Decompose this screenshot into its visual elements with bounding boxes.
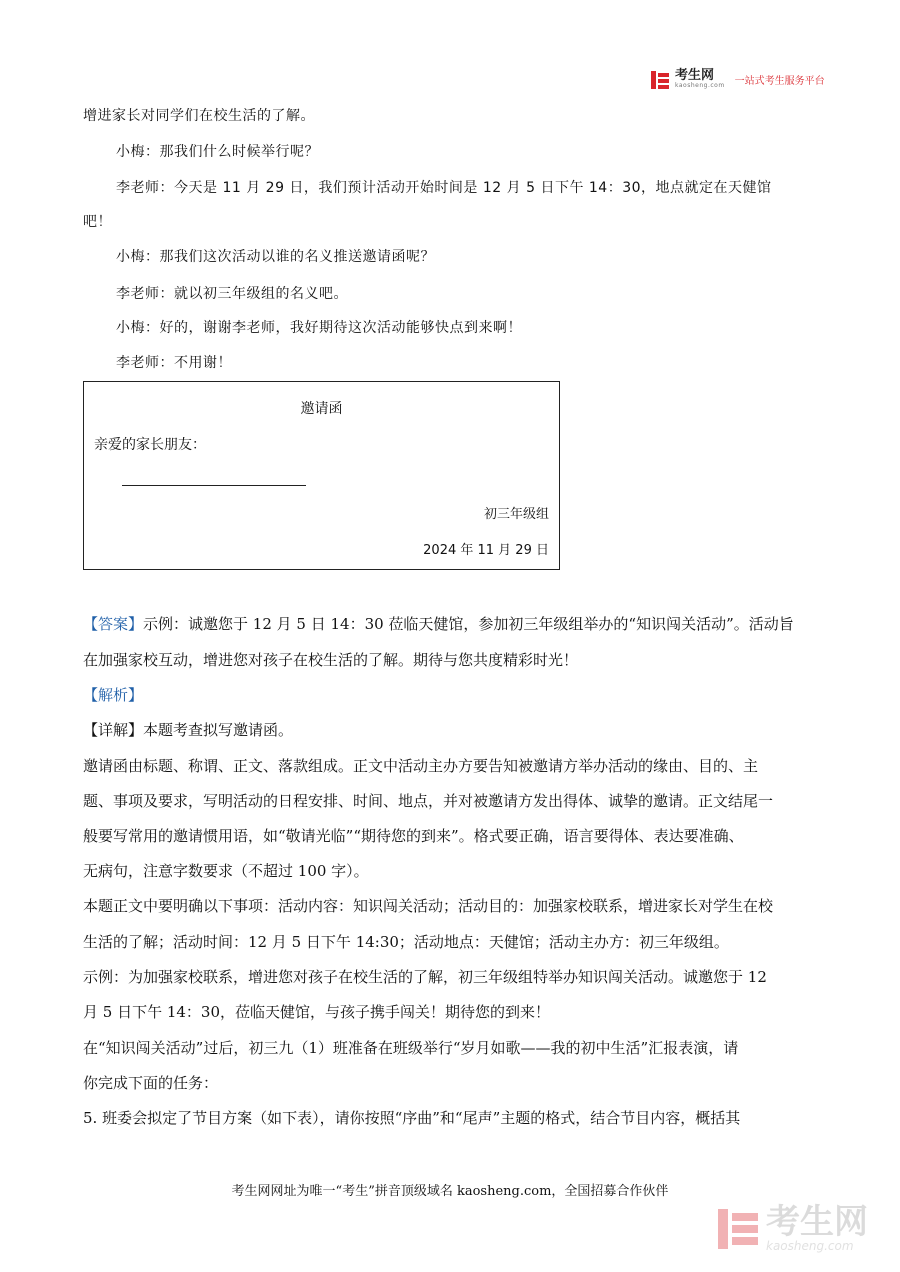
watermark-wordmark xyxy=(766,1202,868,1253)
analysis-tag: 【解析】 xyxy=(83,686,144,704)
detail-text: 本题考查拟写邀请函。 xyxy=(143,721,294,739)
invitation-date: 2024 年 11 月 29 日 xyxy=(423,543,549,558)
analysis-line: 无病句，注意字数要求（不超过 100 字）。 xyxy=(83,862,369,880)
header-logo xyxy=(651,70,825,89)
answer-line: 在加强家校互动，增进您对孩子在校生活的了解。期待与您共度精彩时光！ xyxy=(83,651,579,669)
dialogue-line: 李老师：今天是 11 月 29 日，我们预计活动开始时间是 12 月 5 日下午 14：30，地点就定在天健馆 xyxy=(116,180,772,196)
invitation-signer: 初三年级组 xyxy=(483,507,549,522)
analysis-line: 你完成下面的任务： xyxy=(83,1074,219,1092)
invitation-blank-line xyxy=(122,485,306,486)
kaosheng-logo-icon xyxy=(651,71,669,89)
logo-name: 考生网 xyxy=(675,68,715,83)
dialogue-line: 吧！ xyxy=(83,214,112,230)
invitation-box xyxy=(83,381,560,570)
dialogue-line: 小梅：好的，谢谢李老师，我好期待这次活动能够快点到来啊！ xyxy=(116,320,522,336)
invitation-greeting: 亲爱的家长朋友： xyxy=(94,437,206,453)
dialogue-line: 李老师：不用谢！ xyxy=(116,355,232,371)
analysis-line: 在“知识闯关活动”过后，初三九（1）班准备在班级举行“岁月如歌——我的初中生活”汇报表演，请 xyxy=(83,1039,739,1057)
watermark-logo-icon xyxy=(718,1209,758,1249)
answer-line xyxy=(83,614,794,634)
analysis-line: 本题正文中要明确以下事项：活动内容：知识闯关活动；活动目的：加强家校联系，增进家长对学生在校 xyxy=(83,897,774,915)
analysis-line: 生活的了解；活动时间：12 月 5 日下午 14:30；活动地点：天健馆；活动主办方：初三年级组。 xyxy=(83,933,729,951)
page-footer: 考生网网址为唯一“考生”拼音顶级域名 kaosheng.com，全国招募合作伙伴 xyxy=(231,1184,669,1199)
dialogue-line: 小梅：那我们这次活动以谁的名义推送邀请函呢？ xyxy=(116,249,435,265)
watermark-domain: kaosheng.com xyxy=(766,1239,854,1253)
logo-wordmark xyxy=(675,70,725,89)
analysis-line: 题、事项及要求，写明活动的日程安排、时间、地点，并对被邀请方发出得体、诚挚的邀请。正文结尾一 xyxy=(83,792,774,810)
detail-line xyxy=(83,720,293,740)
logo-slogan: 一站式考生服务平台 xyxy=(734,76,825,87)
watermark xyxy=(718,1202,868,1253)
answer-text: 示例：诚邀您于 12 月 5 日 14：30 莅临天健馆，参加初三年级组举办的“知识闯关活动”。活动旨 xyxy=(143,615,794,633)
analysis-line: 5. 班委会拟定了节目方案（如下表），请你按照“序曲”和“尾声”主题的格式，结合节目内容，概括其 xyxy=(83,1109,741,1127)
dialogue-line: 小梅：那我们什么时候举行呢？ xyxy=(116,144,319,160)
answer-tag: 【答案】 xyxy=(83,615,144,633)
watermark-name: 考生网 xyxy=(766,1202,868,1242)
analysis-line: 般要写常用的邀请惯用语，如“敬请光临”“期待您的到来”。格式要正确，语言要得体、表达要准确、 xyxy=(83,827,744,845)
analysis-line: 月 5 日下午 14：30，莅临天健馆，与孩子携手闯关！期待您的到来！ xyxy=(83,1003,551,1021)
detail-tag: 【详解】 xyxy=(83,721,144,739)
logo-domain: kaosheng.com xyxy=(675,82,725,89)
analysis-line: 示例：为加强家校联系，增进您对孩子在校生活的了解，初三年级组特举办知识闯关活动。诚邀您于 12 xyxy=(83,968,767,986)
invitation-title: 邀请函 xyxy=(300,401,343,417)
dialogue-line: 李老师：就以初三年级组的名义吧。 xyxy=(116,286,348,302)
dialogue-line: 增进家长对同学们在校生活的了解。 xyxy=(83,108,315,124)
analysis-line: 邀请函由标题、称谓、正文、落款组成。正文中活动主办方要告知被邀请方举办活动的缘由、目的、主 xyxy=(83,757,759,775)
